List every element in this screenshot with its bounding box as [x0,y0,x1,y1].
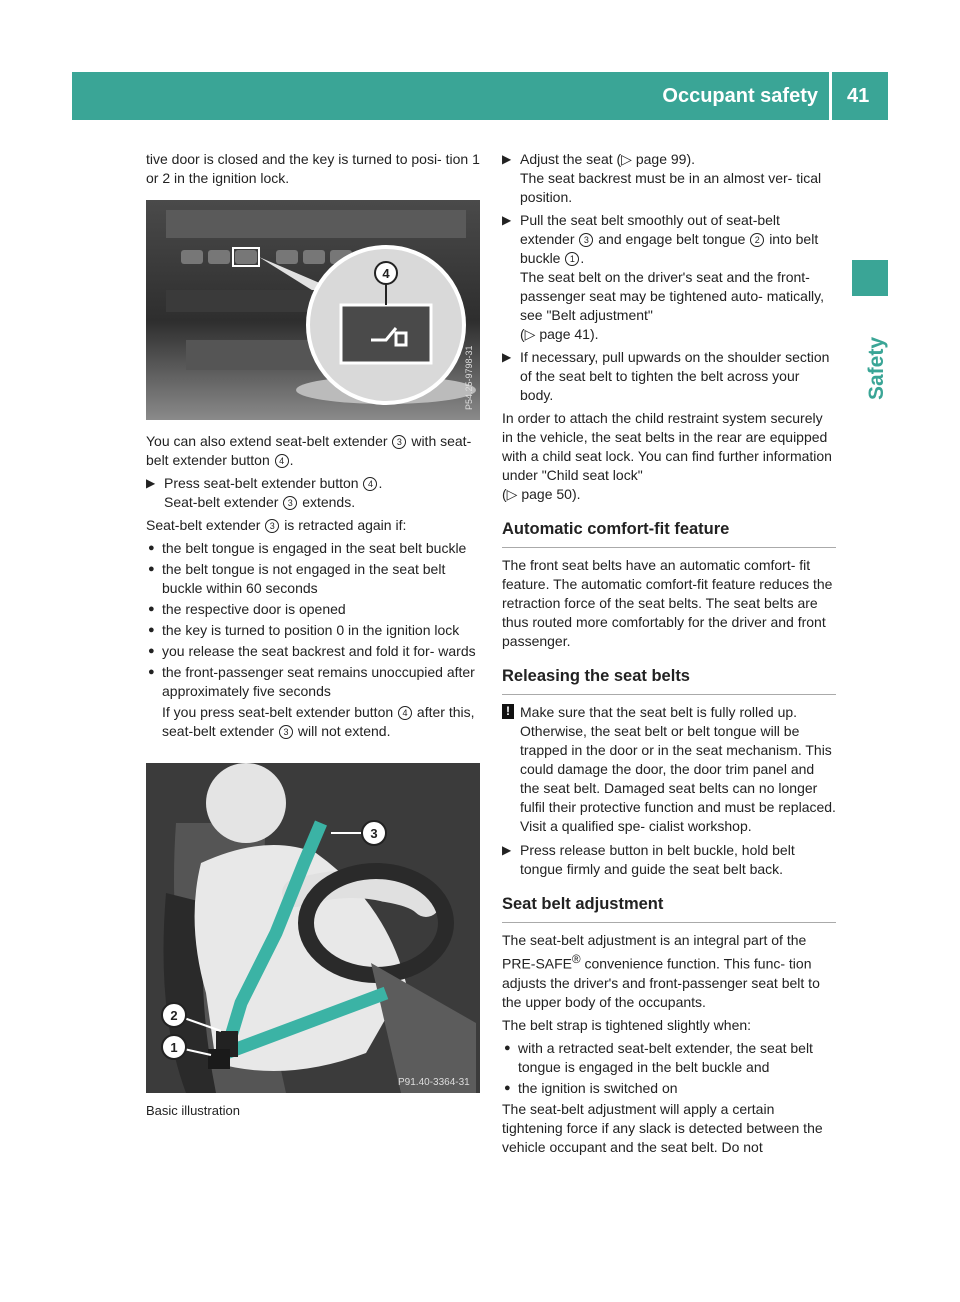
retract-conditions-intro: Seat-belt extender 3 is retracted again if: [146,517,407,533]
list-item: ● the ignition is switched on [504,1079,678,1096]
console-illustration [146,200,480,420]
side-tab-marker [852,260,888,296]
warning-notice: ! Make sure that the seat belt is fully rolled up. Otherwise, the seat belt or belt tongue will be trapped in the door or in the seat mechanism. This could damage the door, the door trim panel and the seat belt. Damaged seat belts can no longer fulfil their protective function and must be replaced. Visit a qualified spe- cialist workshop. [502,703,836,836]
list-item: ● the belt tongue is not engaged in the seat belt buckle within 60 seconds [148,561,446,596]
list-item: ● with a retracted seat-belt extender, the seat belt tongue is engaged in the belt buckle and [504,1039,813,1075]
left-column [146,150,482,1120]
right-column [502,150,836,1161]
figure-id: P54.25-9798-31 [464,345,474,410]
comfort-fit-paragraph: The front seat belts have an automatic comfort- fit feature. The automatic comfort-fit feature reduces the retraction force of the seat belts. The seat belts are thus routed more comfortably for the driver and front passenger. [502,557,833,649]
list-subnote: If you press seat-belt extender button 4 after this, seat-belt extender 3 will not extend. [162,704,475,739]
list-item: ● the respective door is opened [148,601,346,617]
list-item: ● the front-passenger seat remains unoccupied after approximately five seconds [148,664,475,699]
child-lock-paragraph: In order to attach the child restraint system securely in the vehicle, the seat belts in the rear are equipped with a child seat lock. You can find further information under "Child seat lock" (▷ page 50). [502,410,832,502]
instruction-press-button: ▶ Press seat-belt extender button 4 . Seat-belt extender 3 extends. [146,475,383,510]
heading-releasing: Releasing the seat belts [502,667,836,695]
heading-comfort-fit: Automatic comfort-fit feature [502,520,836,548]
extend-paragraph: You can also extend seat-belt extender 3 with seat-belt extender button 4 . [146,433,472,468]
list-item: ● you release the seat backrest and fold it for- wards [148,643,476,659]
belt-adjustment-paragraph: The seat-belt adjustment is an integral part of the PRE-SAFE® convenience function. This func- tion adjusts the driver's and front-passenger seat belt to the upper body of the occupants. [502,932,820,1010]
tightened-intro: The belt strap is tightened slightly when: [502,1016,752,1033]
list-item: ● the belt tongue is engaged in the seat belt buckle [148,540,467,556]
seat-belt-illustration [146,763,480,1093]
figure-seat-belt [146,763,480,1093]
intro-paragraph: tive door is closed and the key is turned to posi- tion 1 or 2 in the ignition lock. [146,151,480,186]
page-header-title: Occupant safety [662,85,818,107]
callout-2: 2 [170,1008,178,1023]
instruction-release: ▶ Press release button in belt buckle, hold belt tongue firmly and guide the seat belt back. [502,842,795,877]
final-paragraph: The seat-belt adjustment will apply a certain tightening force if any slack is detected between the vehicle occupant and the seat belt. Do not [502,1100,823,1155]
figure-id: P91.40-3364-31 [398,1077,470,1088]
list-item: ● the key is turned to position 0 in the ignition lock [148,622,460,638]
callout-1: 1 [170,1040,178,1055]
page-number: 41 [847,85,870,107]
instruction-shoulder: ▶ If necessary, pull upwards on the shoulder section of the seat belt to tighten the belt across your body. [502,349,830,403]
callout-4: 4 [382,266,390,281]
callout-3: 3 [370,826,378,841]
instruction-pull-belt: ▶ Pull the seat belt smoothly out of seat-belt extender 3 and engage belt tongue 2 into belt buckle 1 . The seat belt on the driver's seat and the front-passenger seat may be tightened auto- matically, see "Belt adjustment" (▷ page 41). [502,212,825,342]
side-tab-label: Safety [865,336,888,400]
header-separator [829,72,832,120]
warning-icon: ! [502,704,514,719]
heading-belt-adjustment: Seat belt adjustment [502,895,836,923]
instruction-adjust-seat: ▶ Adjust the seat (▷ page 99). The seat backrest must be in an almost ver- tical position. [502,151,822,205]
figure-extender-button [146,200,480,420]
figure-caption: Basic illustration [146,1103,240,1118]
